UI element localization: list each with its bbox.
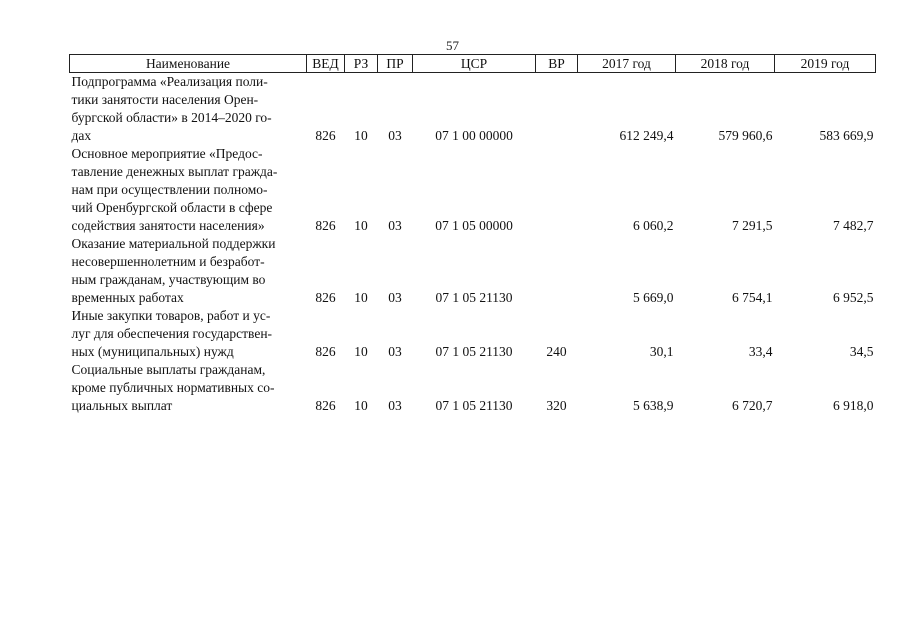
row-csr: 07 1 05 21130 xyxy=(435,290,513,305)
table-header-row xyxy=(70,55,876,73)
row-2018: 7 291,5 xyxy=(732,218,773,233)
row-vr: 240 xyxy=(546,344,567,359)
row-2018: 6 754,1 xyxy=(732,290,773,305)
row-name-text: Основное мероприятие «Предос- тавление денежных выплат гражда- нам при осуществлении полномо- чий Оренбургской области в сфере содействия занятости населения» xyxy=(71,146,278,233)
row-rz: 10 xyxy=(354,398,368,413)
row-csr: 07 1 05 21130 xyxy=(435,344,513,359)
row-name xyxy=(70,145,307,235)
row-pr: 03 xyxy=(388,344,402,359)
header-ved: ВЕД xyxy=(307,55,345,73)
row-name-text: Подпрограмма «Реализация поли- тики занятости населения Орен- бургской области» в 2014–2020 го- дах xyxy=(71,74,272,143)
header-2019: 2019 год xyxy=(775,55,876,73)
row-2017: 6 060,2 xyxy=(633,218,674,233)
row-name xyxy=(70,307,307,361)
row-name xyxy=(70,73,307,146)
row-2019: 7 482,7 xyxy=(833,218,874,233)
row-pr: 03 xyxy=(388,398,402,413)
row-pr: 03 xyxy=(388,128,402,143)
row-ved: 826 xyxy=(315,290,336,305)
row-rz: 10 xyxy=(354,344,368,359)
row-pr: 03 xyxy=(388,290,402,305)
row-name xyxy=(70,235,307,307)
row-rz: 10 xyxy=(354,218,368,233)
table-row xyxy=(70,145,876,235)
header-vr: ВР xyxy=(536,55,578,73)
row-ved: 826 xyxy=(315,398,336,413)
row-name-text: Иные закупки товаров, работ и ус- луг для обеспечения государствен- ных (муниципальных) нужд xyxy=(71,308,273,359)
row-2017: 5 669,0 xyxy=(633,290,674,305)
table-row xyxy=(70,307,876,361)
row-ved: 826 xyxy=(315,218,336,233)
header-2018: 2018 год xyxy=(676,55,775,73)
row-2018: 6 720,7 xyxy=(732,398,773,413)
row-vr xyxy=(536,73,578,146)
row-rz: 10 xyxy=(354,290,368,305)
row-2018: 33,4 xyxy=(748,344,773,359)
row-2017: 5 638,9 xyxy=(633,398,674,413)
row-rz: 10 xyxy=(354,128,368,143)
row-pr: 03 xyxy=(388,218,402,233)
row-ved: 826 xyxy=(315,128,336,143)
row-2019: 34,5 xyxy=(849,344,874,359)
row-2018: 579 960,6 xyxy=(718,128,773,143)
row-name xyxy=(70,361,307,415)
row-vr: 320 xyxy=(546,398,567,413)
header-pr: ПР xyxy=(378,55,413,73)
row-ved: 826 xyxy=(315,344,336,359)
row-name-text: Оказание материальной поддержки несовершеннолетним и безработ- ным гражданам, участвующим во временных работах xyxy=(71,236,276,305)
table-row xyxy=(70,235,876,307)
table-row xyxy=(70,361,876,415)
header-2017: 2017 год xyxy=(578,55,676,73)
row-2017: 612 249,4 xyxy=(619,128,674,143)
row-2019: 583 669,9 xyxy=(819,128,874,143)
header-csr: ЦСР xyxy=(413,55,536,73)
table-row xyxy=(70,73,876,146)
row-vr xyxy=(536,145,578,235)
row-name-text: Социальные выплаты гражданам, кроме публичных нормативных со- циальных выплат xyxy=(71,362,275,413)
header-name: Наименование xyxy=(70,55,307,73)
header-rz: РЗ xyxy=(345,55,378,73)
page-number: 57 xyxy=(446,38,459,53)
row-csr: 07 1 05 00000 xyxy=(435,218,513,233)
budget-table xyxy=(69,54,876,415)
row-2019: 6 952,5 xyxy=(833,290,874,305)
row-2017: 30,1 xyxy=(649,344,674,359)
row-vr xyxy=(536,235,578,307)
row-csr: 07 1 00 00000 xyxy=(435,128,513,143)
row-csr: 07 1 05 21130 xyxy=(435,398,513,413)
row-2019: 6 918,0 xyxy=(833,398,874,413)
